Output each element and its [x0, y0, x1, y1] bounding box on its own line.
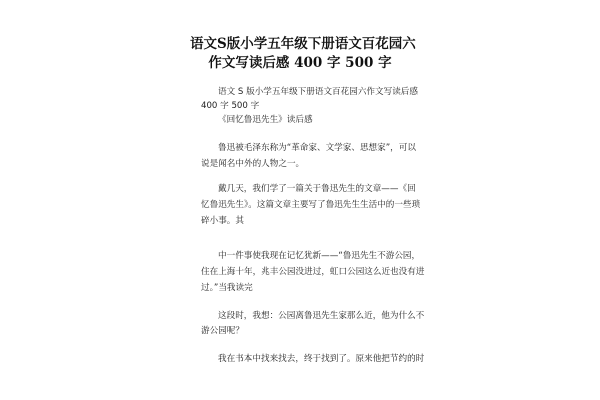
paragraph-line: 中一件事使我现在记忆犹新——“鲁迅先生不游公园， [218, 251, 421, 261]
paragraph-line: 我在书本中找来找去，终于找到了。原来他把节约的时 [218, 354, 425, 364]
paragraph-line: 这段时，我想：公园离鲁迅先生家那么近，他为什么不 [218, 311, 425, 321]
document-title-line-1: 语文S版小学五年级下册语文百花园六 [190, 36, 416, 52]
paragraph-line: 语文 S 版小学五年级下册语文百花园六作文写读后感 [218, 87, 418, 97]
paragraph-line: 戴几天，我们学了一篇关于鲁迅先生的文章——《回 [218, 184, 416, 194]
paragraph-line: 400 字 500 字 [201, 101, 260, 111]
paragraph-line: 过。”当我读完 [201, 283, 253, 293]
paragraph-line: 游公园呢？ [201, 326, 244, 336]
paragraph-line: 鲁迅被毛泽东称为“革命家、文学家、思想家”，可以 [218, 143, 416, 153]
paragraph-line: 《回忆鲁迅先生》读后感 [218, 115, 313, 125]
paragraph-line: 说是闻名中外的人物之一。 [201, 159, 305, 169]
paragraph-line: 忆鲁迅先生》。这篇文章主要写了鲁迅先生生活中的一些琐 [201, 200, 421, 210]
document-title-line-2: 作文写读后感 400 字 500 字 [208, 55, 392, 71]
paragraph-line: 碎小事。其 [201, 216, 244, 226]
paragraph-line: 住在上海十年，兆丰公园没进过，虹口公园这么近也没有进 [201, 267, 425, 277]
